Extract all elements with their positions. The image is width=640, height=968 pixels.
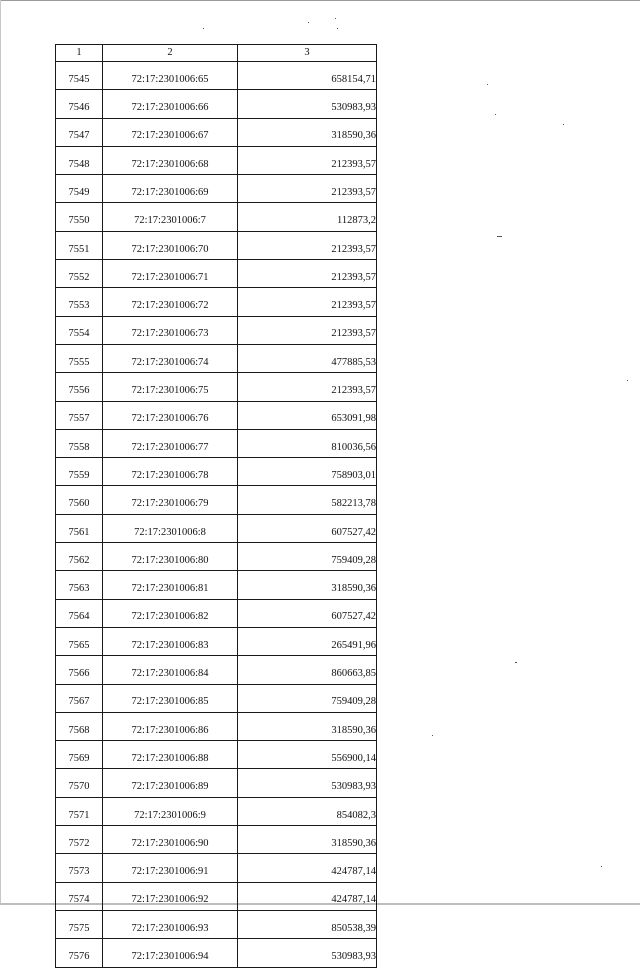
cadastral-value-cell: 318590,36	[238, 118, 377, 146]
row-number-cell: 7576	[56, 939, 103, 967]
cadastral-number-cell: 72:17:2301006:76	[103, 401, 238, 429]
cadastral-value-cell: 607527,42	[238, 514, 377, 542]
scan-speck	[601, 866, 602, 867]
table-row	[56, 118, 377, 146]
table-row	[56, 826, 377, 854]
row-number-cell: 7565	[56, 627, 103, 655]
cadastral-number-cell: 72:17:2301006:83	[103, 627, 238, 655]
cadastral-value-cell: 810036,56	[238, 429, 377, 457]
row-number-cell: 7546	[56, 90, 103, 118]
table-row	[56, 627, 377, 655]
cadastral-value-cell: 658154,71	[238, 62, 377, 90]
cadastral-number-cell: 72:17:2301006:72	[103, 288, 238, 316]
table-row	[56, 571, 377, 599]
cadastral-value-cell: 759409,28	[238, 543, 377, 571]
row-number-cell: 7553	[56, 288, 103, 316]
table-row	[56, 514, 377, 542]
cadastral-value-cell: 424787,14	[238, 882, 377, 910]
table-row	[56, 401, 377, 429]
cadastral-number-cell: 72:17:2301006:65	[103, 62, 238, 90]
cadastral-number-cell: 72:17:2301006:7	[103, 203, 238, 231]
cadastral-value-cell: 653091,98	[238, 401, 377, 429]
table-row	[56, 543, 377, 571]
cadastral-number-cell: 72:17:2301006:90	[103, 826, 238, 854]
row-number-cell: 7559	[56, 458, 103, 486]
table-row	[56, 458, 377, 486]
row-number-cell: 7574	[56, 882, 103, 910]
cadastral-value-cell: 212393,57	[238, 260, 377, 288]
row-number-cell: 7564	[56, 599, 103, 627]
row-number-cell: 7571	[56, 797, 103, 825]
cadastral-number-cell: 72:17:2301006:67	[103, 118, 238, 146]
row-number-cell: 7552	[56, 260, 103, 288]
scan-speck	[627, 380, 628, 381]
table-row	[56, 175, 377, 203]
scan-speck	[203, 28, 204, 29]
row-number-cell: 7547	[56, 118, 103, 146]
cadastral-value-cell: 265491,96	[238, 627, 377, 655]
cadastral-value-cell: 212393,57	[238, 373, 377, 401]
cadastral-number-cell: 72:17:2301006:80	[103, 543, 238, 571]
cadastral-value-cell: 212393,57	[238, 288, 377, 316]
row-number-cell: 7566	[56, 656, 103, 684]
row-number-cell: 7573	[56, 854, 103, 882]
table-row	[56, 599, 377, 627]
scan-speck	[497, 236, 502, 237]
cadastral-number-cell: 72:17:2301006:66	[103, 90, 238, 118]
table-row	[56, 288, 377, 316]
table-row	[56, 260, 377, 288]
row-number-cell: 7560	[56, 486, 103, 514]
row-number-cell: 7572	[56, 826, 103, 854]
table-row	[56, 486, 377, 514]
table-row	[56, 203, 377, 231]
row-number-cell: 7557	[56, 401, 103, 429]
cadastral-value-cell: 582213,78	[238, 486, 377, 514]
row-number-cell: 7555	[56, 344, 103, 372]
cadastral-number-cell: 72:17:2301006:89	[103, 769, 238, 797]
cadastral-value-cell: 112873,2	[238, 203, 377, 231]
cadastral-number-cell: 72:17:2301006:9	[103, 797, 238, 825]
row-number-cell: 7570	[56, 769, 103, 797]
cadastral-value-table	[55, 44, 377, 968]
table-header-row	[56, 45, 377, 62]
cadastral-value-cell: 477885,53	[238, 344, 377, 372]
table-row	[56, 231, 377, 259]
table-row	[56, 939, 377, 967]
table-row	[56, 910, 377, 938]
table-row	[56, 854, 377, 882]
cadastral-value-cell: 212393,57	[238, 175, 377, 203]
scan-speck	[487, 84, 488, 85]
table-row	[56, 90, 377, 118]
cadastral-value-cell: 530983,93	[238, 90, 377, 118]
cadastral-value-cell: 850538,39	[238, 910, 377, 938]
cadastral-value-cell: 854082,3	[238, 797, 377, 825]
cadastral-number-cell: 72:17:2301006:68	[103, 146, 238, 174]
cadastral-number-cell: 72:17:2301006:75	[103, 373, 238, 401]
table-row	[56, 797, 377, 825]
cadastral-value-cell: 860663,85	[238, 656, 377, 684]
row-number-cell: 7549	[56, 175, 103, 203]
table-row	[56, 373, 377, 401]
cadastral-value-cell: 530983,93	[238, 769, 377, 797]
cadastral-number-cell: 72:17:2301006:84	[103, 656, 238, 684]
table-row	[56, 769, 377, 797]
cadastral-number-cell: 72:17:2301006:86	[103, 712, 238, 740]
scan-speck	[308, 22, 309, 23]
cadastral-number-cell: 72:17:2301006:74	[103, 344, 238, 372]
row-number-cell: 7545	[56, 62, 103, 90]
row-number-cell: 7563	[56, 571, 103, 599]
cadastral-number-cell: 72:17:2301006:81	[103, 571, 238, 599]
table-row	[56, 656, 377, 684]
cadastral-number-cell: 72:17:2301006:88	[103, 741, 238, 769]
row-number-cell: 7558	[56, 429, 103, 457]
table-row	[56, 316, 377, 344]
scan-edge-top	[0, 0, 640, 1]
cadastral-number-cell: 72:17:2301006:79	[103, 486, 238, 514]
cadastral-value-cell: 212393,57	[238, 146, 377, 174]
table-row	[56, 712, 377, 740]
table-row	[56, 882, 377, 910]
cadastral-value-cell: 556900,14	[238, 741, 377, 769]
cadastral-value-cell: 424787,14	[238, 854, 377, 882]
cadastral-number-cell: 72:17:2301006:69	[103, 175, 238, 203]
scan-speck	[335, 18, 336, 19]
row-number-cell: 7561	[56, 514, 103, 542]
scan-speck	[337, 28, 338, 29]
row-number-cell: 7551	[56, 231, 103, 259]
cadastral-number-cell: 72:17:2301006:93	[103, 910, 238, 938]
cadastral-value-cell: 212393,57	[238, 231, 377, 259]
table-row	[56, 684, 377, 712]
table-row	[56, 741, 377, 769]
cadastral-number-cell: 72:17:2301006:77	[103, 429, 238, 457]
row-number-cell: 7575	[56, 910, 103, 938]
row-number-cell: 7562	[56, 543, 103, 571]
cadastral-number-cell: 72:17:2301006:92	[103, 882, 238, 910]
row-number-cell: 7550	[56, 203, 103, 231]
cadastral-value-cell: 318590,36	[238, 571, 377, 599]
scan-speck	[563, 124, 564, 125]
row-number-cell: 7568	[56, 712, 103, 740]
cadastral-value-cell: 318590,36	[238, 712, 377, 740]
cadastral-value-cell: 530983,93	[238, 939, 377, 967]
column-header-value: 3	[238, 45, 377, 62]
cadastral-number-cell: 72:17:2301006:70	[103, 231, 238, 259]
scan-speck	[432, 735, 433, 736]
row-number-cell: 7556	[56, 373, 103, 401]
cadastral-number-cell: 72:17:2301006:82	[103, 599, 238, 627]
column-header-number: 1	[56, 45, 103, 62]
cadastral-number-cell: 72:17:2301006:85	[103, 684, 238, 712]
cadastral-value-cell: 759409,28	[238, 684, 377, 712]
cadastral-value-cell: 318590,36	[238, 826, 377, 854]
cadastral-number-cell: 72:17:2301006:71	[103, 260, 238, 288]
row-number-cell: 7569	[56, 741, 103, 769]
table-row	[56, 62, 377, 90]
scan-speck	[495, 114, 496, 115]
cadastral-number-cell: 72:17:2301006:78	[103, 458, 238, 486]
cadastral-number-cell: 72:17:2301006:94	[103, 939, 238, 967]
cadastral-value-cell: 758903,01	[238, 458, 377, 486]
scan-speck	[515, 662, 517, 663]
cadastral-value-cell: 212393,57	[238, 316, 377, 344]
row-number-cell: 7554	[56, 316, 103, 344]
table-row	[56, 344, 377, 372]
cadastral-value-cell: 607527,42	[238, 599, 377, 627]
table-body	[56, 62, 377, 968]
row-number-cell: 7548	[56, 146, 103, 174]
cadastral-number-cell: 72:17:2301006:8	[103, 514, 238, 542]
table-row	[56, 146, 377, 174]
scan-edge-left	[0, 0, 1, 905]
table-row	[56, 429, 377, 457]
cadastral-number-cell: 72:17:2301006:91	[103, 854, 238, 882]
column-header-cadastral: 2	[103, 45, 238, 62]
cadastral-number-cell: 72:17:2301006:73	[103, 316, 238, 344]
row-number-cell: 7567	[56, 684, 103, 712]
